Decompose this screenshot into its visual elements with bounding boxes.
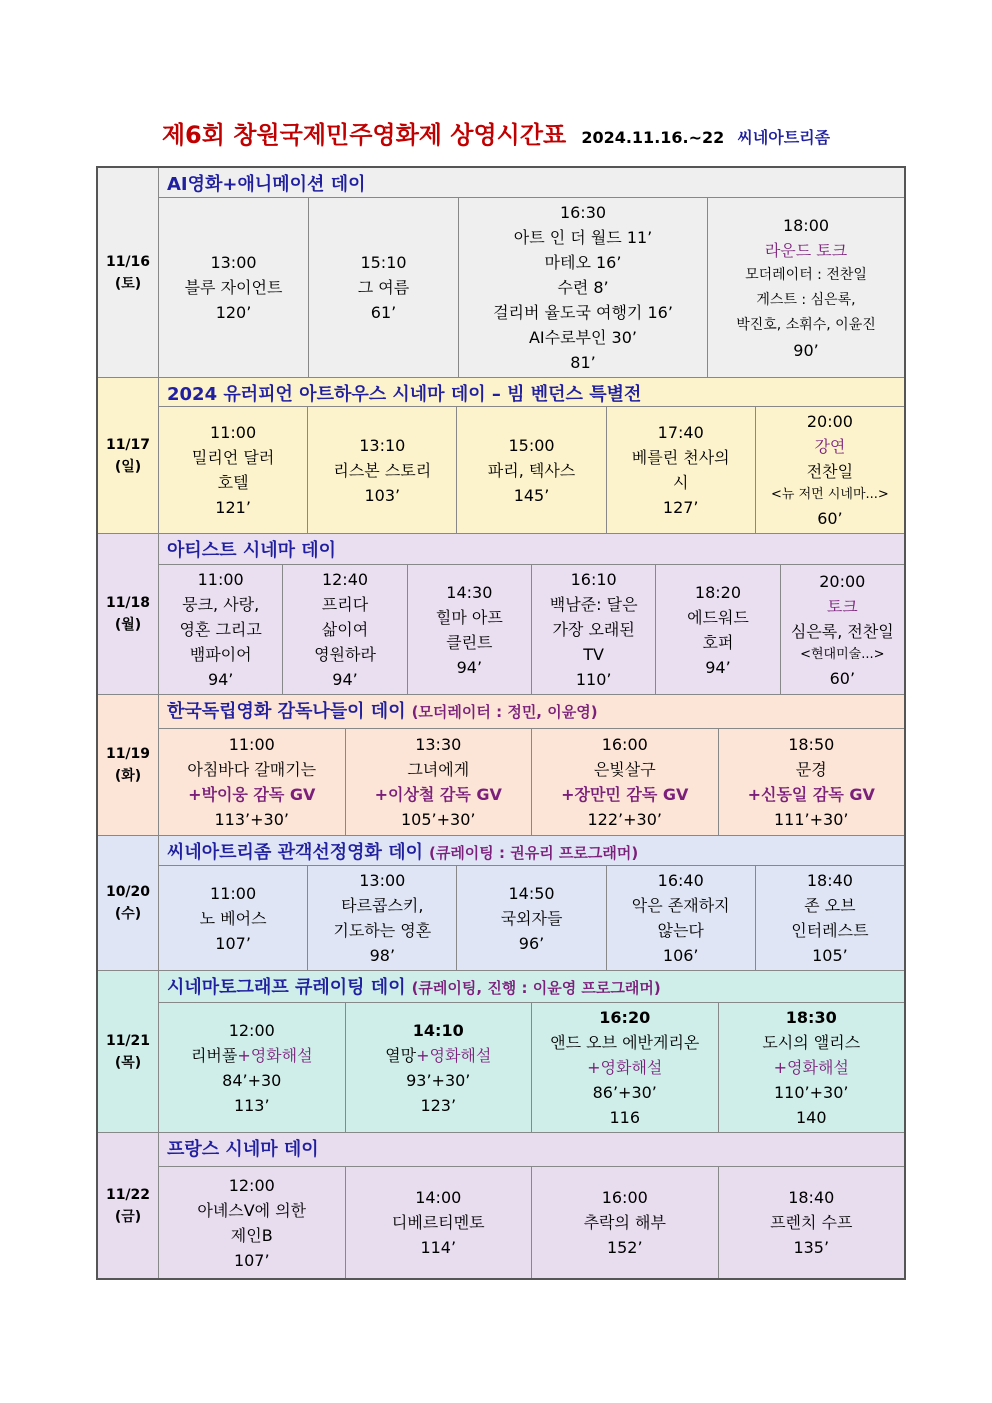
screening-time: 11:00 [210, 423, 257, 442]
gv-label: +신동일 감독 GV [747, 785, 875, 804]
day-row-1122 [98, 1133, 904, 1278]
screening-time: 14:30 [446, 582, 493, 602]
runtime: 111’+30’ [774, 810, 849, 829]
screening-time: 18:40 [806, 871, 853, 890]
date-label: 11/22 [105, 1186, 151, 1203]
runtime: 60’ [817, 509, 843, 528]
film-title: 추락의 해부 [583, 1213, 666, 1232]
weekday-label: (토) [114, 275, 142, 292]
screening-time: 13:00 [359, 871, 406, 890]
runtime: 114’ [420, 1238, 457, 1257]
date-label: 11/16 [105, 253, 151, 270]
short-film: AI수로부인 30’ [528, 328, 638, 347]
screening-cell [607, 866, 756, 970]
short-film: 걸리버 율도국 여행기 16’ [493, 303, 673, 322]
date-cell [98, 378, 159, 533]
runtime: 94’ [456, 657, 483, 677]
screening-time: 20:00 [819, 571, 866, 591]
day-row-1118 [98, 534, 904, 695]
film-title: 리스본 스토리 [333, 460, 432, 480]
film-title: 에드워드 호퍼 [687, 607, 749, 652]
screening-time: 12:40 [321, 570, 369, 589]
film-title: 베를린 천사의 시 [631, 448, 730, 492]
screening-cell [159, 1167, 346, 1278]
screening-time: 13:00 [210, 253, 257, 272]
gv-label: +이상철 감독 GV [374, 785, 502, 804]
date-label: 11/17 [105, 436, 151, 453]
screening-time: 17:40 [657, 423, 704, 442]
film-title: 힐마 아프 클린트 [435, 607, 503, 652]
screening-cell [308, 407, 457, 533]
weekday-label: (금) [114, 1208, 142, 1225]
runtime: 94’ [705, 657, 731, 677]
day-row-1117 [98, 378, 904, 534]
weekday-label: (목) [114, 1054, 142, 1071]
runtime: 122’+30’ [587, 810, 662, 829]
day-theme: 아티스트 시네마 데이 [159, 534, 904, 565]
date-cell [98, 695, 159, 835]
film-title: 디베르티멘토 [391, 1213, 485, 1232]
gv-label: +박이웅 감독 GV [188, 785, 316, 804]
runtime: 135’ [793, 1238, 830, 1257]
total-runtime: 123’ [420, 1095, 457, 1115]
screening-cell [159, 565, 283, 694]
runtime: 145’ [513, 485, 550, 505]
screening-cell [346, 1167, 533, 1278]
screening-time: 13:30 [415, 735, 462, 754]
screening-cell [459, 198, 708, 377]
screening-time: 15:10 [360, 253, 407, 272]
screening-time: 11:00 [210, 883, 257, 903]
film-title: 국외자들 [500, 908, 563, 928]
theme-note: (모더레이터 : 정민, 이윤영) [411, 703, 598, 721]
weekday-label: (일) [114, 458, 142, 475]
runtime: 120’ [215, 303, 252, 322]
screening-time: 14:10 [412, 1020, 464, 1040]
film-title: 문경 [795, 760, 827, 779]
screening-cell [159, 866, 308, 970]
commentary-label: +영화해설 [416, 1045, 492, 1065]
screening-cell [457, 407, 606, 533]
screening-time: 15:00 [508, 435, 555, 455]
schedule-table [96, 166, 906, 1280]
screening-cell [346, 1003, 533, 1132]
runtime: 110’ [575, 670, 612, 689]
date-label: 11/19 [105, 746, 151, 762]
runtime: 94’ [207, 670, 234, 689]
day-theme: 프랑스 시네마 데이 [159, 1133, 904, 1167]
film-title: 백남준: 달은 가장 오래된 TV [549, 595, 638, 664]
weekday-label: (수) [114, 906, 142, 922]
screening-time: 18:30 [785, 1008, 837, 1027]
event-detail: 박진호, 소휘수, 이윤진 [736, 316, 876, 333]
screening-time: 12:00 [228, 1020, 275, 1040]
runtime: 86’+30’ [592, 1083, 657, 1102]
event-title: 토크 [826, 596, 858, 616]
screening-cell [532, 729, 719, 835]
screening-cell [719, 1167, 905, 1278]
theme-note: (큐레이팅, 진행 : 이윤영 프로그래머) [411, 979, 661, 997]
runtime: 90’ [793, 340, 819, 360]
festival-dates: 2024.11.16.~22 [581, 128, 725, 147]
screening-time: 18:50 [788, 735, 835, 754]
total-runtime: 116 [609, 1108, 641, 1127]
screening-cell [719, 729, 905, 835]
runtime: 121’ [215, 498, 251, 517]
screening-time: 13:10 [359, 435, 406, 455]
screening-time: 11:00 [197, 570, 244, 589]
event-detail: 모더레이터 : 전찬일 [745, 266, 867, 283]
runtime: 152’ [606, 1238, 643, 1257]
screening-cell [159, 407, 308, 533]
short-film: 마테오 16’ [544, 253, 622, 272]
screening-time: 18:20 [694, 582, 742, 602]
film-title: 열망 [385, 1045, 417, 1065]
screening-cell [159, 198, 309, 377]
screening-time: 18:00 [782, 215, 830, 235]
runtime: 81’ [570, 353, 596, 372]
runtime: 98’ [369, 946, 396, 965]
theme-title: 시네마토그래프 큐레이팅 데이 [167, 977, 406, 998]
gv-label: +장만민 감독 GV [561, 785, 689, 804]
runtime: 96’ [518, 933, 545, 953]
film-title: 노 베어스 [199, 908, 267, 928]
runtime: 105’ [812, 946, 848, 965]
screening-time: 16:10 [570, 570, 617, 589]
date-cell [98, 534, 159, 694]
total-runtime: 140 [795, 1108, 827, 1127]
book-title: <뉴 저먼 시네마...> [771, 487, 889, 502]
day-row-1121 [98, 971, 904, 1133]
commentary-label: +영화해설 [237, 1045, 313, 1065]
date-cell [98, 1133, 159, 1278]
screening-cell [159, 729, 346, 835]
screening-cell [283, 565, 407, 694]
screening-cell [308, 866, 457, 970]
film-title: 존 오브 인터레스트 [791, 896, 869, 940]
film-title: 파리, 텍사스 [487, 460, 576, 480]
screening-time: 14:00 [415, 1188, 462, 1207]
film-title: 그 여름 [357, 278, 410, 297]
runtime: 103’ [364, 485, 401, 505]
runtime: 84’+30 [222, 1070, 282, 1090]
screening-time: 16:30 [559, 203, 607, 222]
screening-cell [656, 565, 780, 694]
day-theme [159, 836, 904, 866]
theme-title: 한국독립영화 감독나들이 데이 [167, 701, 406, 722]
screening-cell [719, 1003, 905, 1132]
day-theme [159, 695, 904, 729]
theme-note: (큐레이팅 : 권유리 프로그래머) [428, 844, 639, 862]
total-runtime: 113’ [233, 1095, 270, 1115]
screening-time: 20:00 [806, 412, 853, 431]
screening-time: 14:50 [508, 883, 555, 903]
speaker: 심은록, 전찬일 [790, 621, 894, 641]
day-row-1116 [98, 168, 904, 378]
screening-cell [532, 1167, 719, 1278]
date-label: 11/21 [105, 1032, 151, 1049]
film-title: 은빛살구 [593, 760, 656, 779]
screening-time: 16:40 [657, 871, 704, 890]
day-row-1020 [98, 836, 904, 971]
screening-cell [607, 407, 756, 533]
screening-cell [457, 866, 606, 970]
date-cell [98, 836, 159, 970]
film-title: 앤드 오브 에반게리온 [550, 1033, 700, 1052]
film-title: 아녜스V에 의한 제인B [197, 1200, 307, 1245]
film-title: 블루 자이언트 [184, 278, 283, 297]
runtime: 94’ [332, 670, 358, 689]
screening-cell [309, 198, 459, 377]
film-title: 밀리언 달러 호텔 [191, 448, 275, 492]
film-title: 아침바다 갈매기는 [187, 760, 317, 779]
screening-time: 16:00 [601, 1188, 648, 1207]
film-title: 리버풀 [190, 1045, 238, 1065]
screening-time: 18:40 [788, 1188, 835, 1207]
day-row-1119 [98, 695, 904, 836]
date-label: 10/20 [105, 884, 151, 900]
book-title: <현대미술...> [800, 646, 885, 662]
runtime: 110’+30’ [774, 1083, 849, 1102]
screening-cell [408, 565, 532, 694]
runtime: 107’ [233, 1250, 270, 1270]
film-title: 타르콥스키, 기도하는 영혼 [333, 896, 432, 940]
film-title: 악은 존재하지 않는다 [631, 896, 730, 940]
runtime: 127’ [662, 498, 699, 517]
runtime: 61’ [370, 303, 397, 322]
screening-cell [532, 565, 656, 694]
speaker: 전찬일 [806, 462, 854, 481]
film-title: 도시의 앨리스 [762, 1033, 861, 1052]
runtime: 60’ [829, 668, 856, 688]
commentary-label: +영화해설 [587, 1058, 663, 1077]
page-title: 제6회 창원국제민주영화제 상영시간표 [161, 121, 567, 149]
event-detail: 게스트 : 심은록, [756, 291, 856, 308]
event-cell [708, 198, 904, 377]
screening-time: 16:00 [601, 735, 648, 754]
film-title: 그녀에게 [407, 760, 470, 779]
film-title: 프리다 삶이여 영원하라 [314, 595, 376, 664]
runtime: 107’ [215, 933, 251, 953]
day-theme [159, 971, 904, 1003]
runtime: 106’ [662, 946, 699, 965]
film-title: 뭉크, 사랑, 영혼 그리고 뱀파이어 [179, 595, 262, 664]
short-film: 아트 인 더 월드 11’ [513, 228, 653, 247]
date-cell [98, 971, 159, 1132]
screening-cell [756, 866, 904, 970]
theme-title: 씨네아트리좀 관객선정영화 데이 [167, 842, 423, 863]
runtime: 105’+30’ [401, 810, 476, 829]
screening-cell [532, 1003, 719, 1132]
runtime: 93’+30’ [406, 1070, 471, 1090]
date-cell [98, 168, 159, 377]
event-title: 강연 [814, 437, 846, 456]
screening-cell [346, 729, 533, 835]
date-label: 11/18 [105, 595, 151, 611]
day-theme: AI영화+애니메이션 데이 [159, 168, 904, 198]
screening-cell [159, 1003, 346, 1132]
day-theme: 2024 유러피언 아트하우스 시네마 데이 – 빔 벤던스 특별전 [159, 378, 904, 407]
runtime: 113’+30’ [214, 810, 289, 829]
commentary-label: +영화해설 [773, 1058, 849, 1077]
event-cell [781, 565, 904, 694]
event-title: 라운드 토크 [764, 240, 848, 260]
schedule-header [0, 115, 992, 150]
weekday-label: (화) [114, 768, 142, 784]
screening-time: 11:00 [228, 735, 275, 754]
short-film: 수련 8’ [557, 278, 609, 297]
weekday-label: (월) [114, 617, 142, 633]
film-title: 프렌치 수프 [770, 1213, 853, 1232]
screening-time: 12:00 [228, 1175, 275, 1195]
screening-time: 16:20 [599, 1008, 651, 1027]
event-cell [756, 407, 904, 533]
venue-name: 씨네아트리좀 [737, 128, 831, 147]
